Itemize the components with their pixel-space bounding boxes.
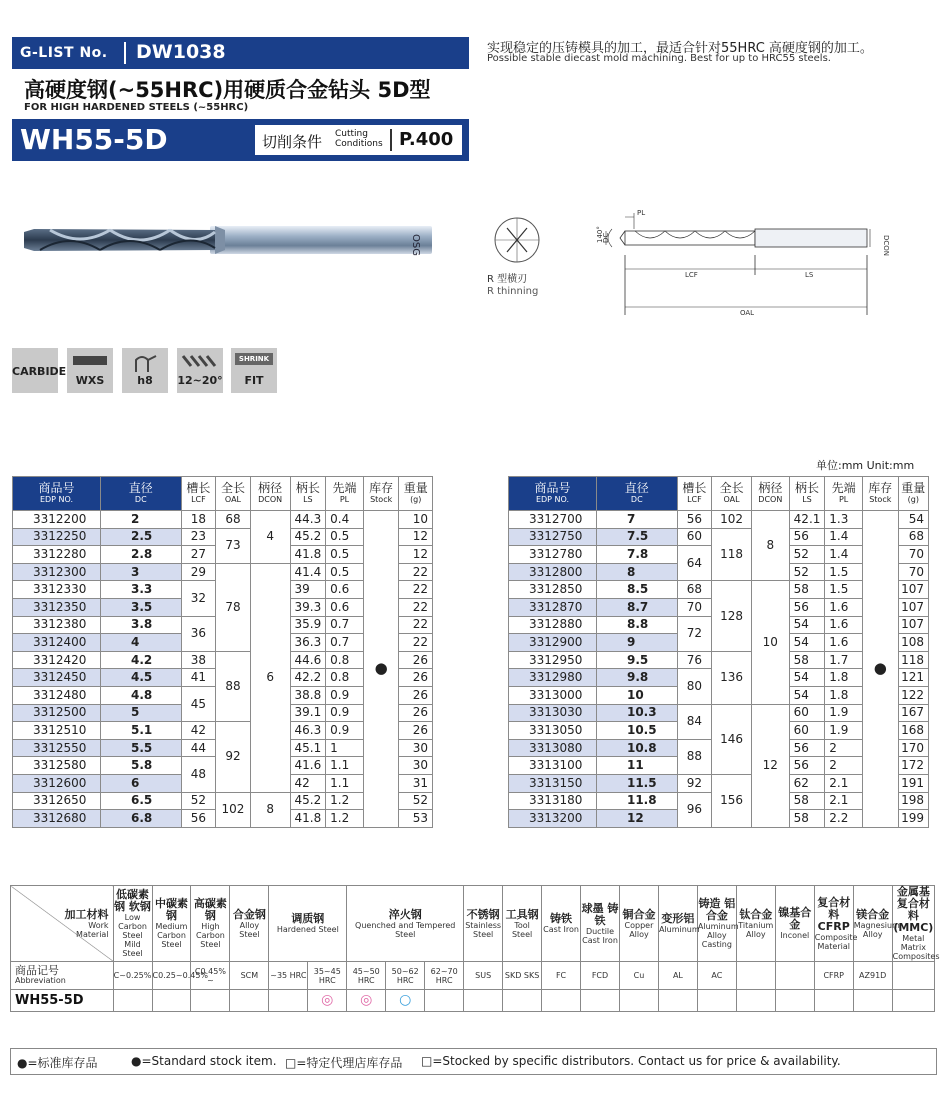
table-row: 3313180 11.8 96 58 2.1 198: [509, 792, 929, 810]
cond-cn: 切削条件: [262, 133, 323, 151]
dim-pl: PL: [637, 209, 646, 217]
drill-photo: [20, 218, 440, 262]
shrink-fit-icon: SHRINK FIT: [231, 348, 277, 393]
rating-45-50: ◎: [347, 990, 386, 1012]
table-row: 3312250 2.5 23 73 45.2 0.5 12: [13, 528, 433, 546]
glist-code: DW1038: [136, 41, 226, 63]
r-thinning-drawing: [485, 210, 555, 300]
table-row: 3313150 11.5 92 156 62 2.1 191: [509, 774, 929, 792]
dim-ls: LS: [805, 271, 814, 279]
dim-angle: 140°: [596, 226, 604, 243]
rating-35-45: ◎: [308, 990, 347, 1012]
cond-divider: [390, 129, 392, 151]
table-row: 3312680 6.8 56 41.8 1.2 53: [13, 810, 433, 828]
r-thinning-en: R thinning: [487, 286, 539, 297]
table-row: 3312380 3.8 36 35.9 0.7 22: [13, 616, 433, 634]
rating-50-62: ○: [386, 990, 425, 1012]
table-row: 3312950 9.5 76 136 58 1.7 118: [509, 651, 929, 669]
table-row: 3313080 10.8 88 56 2 170: [509, 739, 929, 757]
description-en: Possible stable diecast mold machining. Best for up to HRC55 steels.: [487, 53, 831, 64]
table-row: 3312200 2 18 68 4 44.3 0.4 ● 10: [13, 511, 433, 529]
table-row: 3312450 4.5 41 42.2 0.8 26: [13, 669, 433, 687]
table-row: 3312700 7 56 102 8 42.1 1.3 ● 54: [509, 511, 929, 529]
table-row: 3312870 8.7 70 56 1.6 107: [509, 598, 929, 616]
dim-lcf: LCF: [685, 271, 698, 279]
dimension-drawing: [590, 205, 890, 320]
table-row: 3312650 6.5 52 102 8 45.2 1.2 52: [13, 792, 433, 810]
cond-page: P.400: [399, 129, 454, 150]
table-row: 3312480 4.8 45 38.8 0.9 26: [13, 686, 433, 704]
title-en: FOR HIGH HARDENED STEELS (~55HRC): [24, 102, 249, 113]
coating-icon: WXS: [67, 348, 113, 393]
table-row: 3312330 3.3 32 39 0.6 22: [13, 581, 433, 599]
table-row: 3312280 2.8 27 41.8 0.5 12: [13, 546, 433, 564]
carbide-icon: CARBIDE: [12, 348, 58, 393]
work-material-table: 加工材料 Work Material 低碳素钢 软钢 Low Carbon Steel Mild Steel 中碳素钢 Medium Carbon Steel 高碳素钢 High Carbon Steel 合金钢 Alloy Steel 调质钢 Hardened Steel 淬火钢 Quenched and Tempered Steel 不锈钢 Stainless Steel 工具钢 Tool Steel 铸铁 Cast Iron 球墨 铸铁 Ductile Cast Iron 铜合金 Copper Alloy 变形铝 Aluminum 铸造 铝合金 Aluminum Alloy Casting 钛合金 Titanium Alloy 镍基合金 Inconel 复合材料 CFRP Composite Material 镁合金 Magnesium Alloy 金属基复合材料 (MMC) Metal Matrix Composites 商品记号 Abbreviation C~0.25% C0.25~0.45% C0.45% ~ SCM ~35 HRC 35~45 HRC 45~50 HRC 50~62 HRC 62~70 HRC SUS SKD SKS FC FCD Cu AL AC CFRP AZ91D WH55-5D ◎ ◎ ○: [10, 885, 935, 1012]
table-row: 3313100 11 56 2 172: [509, 757, 929, 775]
dim-dc: DC: [602, 232, 610, 243]
spec-table-right: 商品号 EDP NO. 直径 DC 槽长 LCF 全长 OAL 柄径 DCON 柄长 LS 先端 PL 库存 Stock 重量 (g) 3312700 7 56 102 8 42.1 1.3 ● 54 3312750 7.5 60 118 56 1.4 68 3312780 7.8 64 52 1.4 70 3312800 8 52 1.5 70 3312850 8.5 68 128 10 58 1.5 107 3312870 8.7 70 56 1.6 107 3312880 8.8 72 54 1.6 107 3312900 9 54 1.6 108 3312950 9.5 76 136 58 1.7 118 3312980 9.8 80 54 1.8 121 3313000 10 54 1.8 122 3313030 10.3 84 146 12 60 1.9 167 3313050 10.5 60 1.9 168 3313080 10.8 88 56 2 170 3313100 11 56 2 172 3313150 11.5 92 156 62 2.1 191 3313180 11.8 96 58 2.1 198 3313200 12 58 2.2 199: [508, 476, 929, 828]
table-row: 3312880 8.8 72 54 1.6 107: [509, 616, 929, 634]
product-header: [12, 37, 469, 161]
glist-bar: [12, 37, 469, 69]
table-row: 3312400 4 36.3 0.7 22: [13, 634, 433, 652]
table-row: 3313200 12 58 2.2 199: [509, 810, 929, 828]
dim-dcon: DCON: [882, 235, 890, 257]
table-row: 3312900 9 54 1.6 108: [509, 634, 929, 652]
table-row: WH55-5D ◎ ◎ ○: [11, 990, 935, 1012]
table-row: 3312800 8 52 1.5 70: [509, 563, 929, 581]
table-row: 3312350 3.5 39.3 0.6 22: [13, 598, 433, 616]
table-row: 3313000 10 54 1.8 122: [509, 686, 929, 704]
dim-oal: OAL: [740, 309, 755, 317]
table-row: 3312980 9.8 80 54 1.8 121: [509, 669, 929, 687]
glist-divider: [124, 42, 126, 64]
title-area: [12, 69, 469, 119]
material-corner: 加工材料 Work Material: [11, 886, 114, 962]
spec-table-left: 商品号 EDP NO. 直径 DC 槽长 LCF 全长 OAL 柄径 DCON 柄长 LS 先端 PL 库存 Stock 重量 (g) 3312200 2 18 68 4 44.3 0.4 ● 10 3312250 2.5 23 73 45.2 0.5 12 3312280 2.8 27 41.8 0.5 12 3312300 3 29 78 6 41.4 0.5 22 3312330 3.3 32 39 0.6 22 3312350 3.5 39.3 0.6 22 3312380 3.8 36 35.9 0.7 22 3312400 4 36.3 0.7 22 3312420 4.2 38 88 44.6 0.8 26 3312450 4.5 41 42.2 0.8 26 3312480 4.8 45 38.8 0.9 26 3312500 5 39.1 0.9 26 3312510 5.1 42 92 46.3 0.9 26 3312550 5.5 44 45.1 1 30 3312580 5.8 48 41.6 1.1 30 3312600 6 42 1.1 31 3312650 6.5 52 102 8 45.2 1.2 52 3312680 6.8 56 41.8 1.2 53: [12, 476, 433, 828]
title-cn: 高硬度钢(~55HRC)用硬质合金钻头 5D型: [24, 78, 431, 102]
shank-tolerance-icon: h8: [122, 348, 168, 393]
table-row: 3312600 6 42 1.1 31: [13, 774, 433, 792]
cond-en: Cutting Conditions: [335, 129, 383, 149]
table-row: 3312300 3 29 78 6 41.4 0.5 22: [13, 563, 433, 581]
table-row: 3312780 7.8 64 52 1.4 70: [509, 546, 929, 564]
table-row: 3313050 10.5 60 1.9 168: [509, 722, 929, 740]
table-row: 3312550 5.5 44 45.1 1 30: [13, 739, 433, 757]
table-row: 3312510 5.1 42 92 46.3 0.9 26: [13, 722, 433, 740]
brand-mark: OSG: [410, 234, 421, 256]
model-bar: [12, 119, 469, 161]
cutting-conditions-link[interactable]: [255, 125, 462, 155]
table-row: 3312420 4.2 38 88 44.6 0.8 26: [13, 651, 433, 669]
glist-label: G-LIST No.: [20, 45, 108, 61]
description-cn: 实现稳定的压铸模具的加工，最适合针对55HRC 高硬度钢的加工。: [487, 41, 873, 56]
unit-label: 单位:mm Unit:mm: [816, 459, 915, 472]
table-row: 3312750 7.5 60 118 56 1.4 68: [509, 528, 929, 546]
drill-shank: [210, 226, 432, 254]
table-row: 3312500 5 39.1 0.9 26: [13, 704, 433, 722]
table-row: 3313030 10.3 84 146 12 60 1.9 167: [509, 704, 929, 722]
table-row: 3312850 8.5 68 128 10 58 1.5 107: [509, 581, 929, 599]
table-row: 3312580 5.8 48 41.6 1.1 30: [13, 757, 433, 775]
model-name: WH55-5D: [20, 123, 168, 156]
r-thinning-cn: R 型横刃: [487, 274, 528, 285]
stock-legend: ●=标准库存品 ●=Standard stock item. □=特定代理店库存品 □=Stocked by specific distributors. Contact us for price & availability.: [10, 1048, 937, 1075]
helix-angle-icon: 12~20°: [177, 348, 223, 393]
